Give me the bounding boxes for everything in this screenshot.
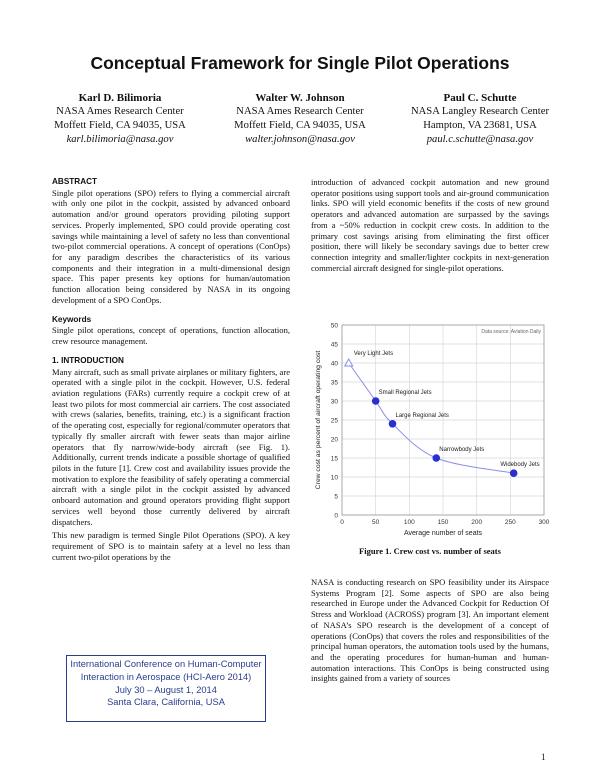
figure-caption: Figure 1. Crew cost vs. number of seats: [359, 546, 501, 556]
data-point-label: Large Regional Jets: [395, 412, 449, 419]
right-paragraph-2: NASA is conducting research on SPO feasibility under its Airspace Systems Program [2]. Some aspects of SPO are also being researched in Europe under the Advanced Cockpit for Reduction Of Stress and Workload (ACROSS) program [3]. An important element of NASA’s SPO research is the development of a concept of operations (ConOps) that covers the roles and responsibilities of the principal human operators, the automation tools used by the humans, and the operating procedures for human-human and human-automation interactions. This ConOps is being constructed using insights gained from a variety of sources: [311, 577, 549, 684]
y-tick-label: 0: [334, 512, 338, 520]
data-point-marker: [372, 397, 380, 405]
x-tick-label: 50: [372, 519, 380, 526]
abstract-heading: ABSTRACT: [52, 177, 98, 186]
author-2: [210, 91, 390, 147]
introduction-heading: 1. INTRODUCTION: [52, 355, 124, 365]
author-email[interactable]: karl.bilimoria@nasa.gov: [66, 134, 174, 145]
x-tick-label: 100: [403, 519, 415, 526]
y-tick-label: 40: [330, 360, 338, 368]
page-number: 1: [541, 752, 546, 762]
data-point-marker: [510, 469, 518, 477]
author-name: Paul C. Schutte: [443, 92, 517, 104]
left-column: [52, 177, 290, 562]
right-column-lower: [311, 577, 549, 684]
conference-dates: July 30 – August 1, 2014: [115, 684, 217, 695]
author-email[interactable]: paul.c.schutte@nasa.gov: [426, 134, 534, 145]
x-tick-label: 200: [471, 519, 483, 526]
author-block: [30, 91, 570, 147]
author-1: [30, 91, 210, 147]
conference-line: International Conference on Human-Computer: [70, 659, 262, 669]
x-tick-label: 0: [340, 519, 344, 526]
y-tick-label: 10: [330, 474, 338, 482]
author-3: [390, 91, 570, 147]
paper-title: Conceptual Framework for Single Pilot Operations: [90, 53, 510, 73]
x-tick-label: 250: [504, 519, 516, 526]
crew-cost-chart: [311, 313, 557, 540]
data-source-note: Data source: Aviation Daily: [481, 329, 541, 335]
abstract-text: Single pilot operations (SPO) refers to flying a commercial aircraft with only one pilot in the cockpit, assisted by advanced onboard automation and/or ground operators providing piloting support services. Properly implemented, SPO could provide operating cost savings while maintaining a level of safety no less than conventional two-pilot commercial operations. A concept of operations (ConOps) for any paradigm describes the characteristics of its various components and their integration in a multi-dimensional design space. This paper presents key options for human/automation function allocation being considered by NASA in its ongoing development of a SPO ConOps.: [52, 187, 290, 305]
author-location: Hampton, VA 23681, USA: [423, 120, 537, 131]
author-location: Moffett Field, CA 94035, USA: [234, 120, 366, 131]
y-tick-label: 35: [330, 379, 338, 387]
author-affiliation: NASA Langley Research Center: [411, 106, 549, 117]
x-tick-label: 300: [538, 519, 550, 526]
author-name: Karl D. Bilimoria: [78, 92, 162, 104]
x-tick-label: 150: [437, 519, 449, 526]
y-tick-label: 45: [330, 341, 338, 349]
author-location: Moffett Field, CA 94035, USA: [54, 120, 186, 131]
author-affiliation: NASA Ames Research Center: [56, 106, 184, 117]
data-point-marker: [389, 420, 397, 428]
right-column: [311, 177, 549, 273]
y-tick-label: 30: [330, 398, 338, 406]
x-axis-label: Average number of seats: [403, 530, 483, 537]
intro-paragraph-2: This new paradigm is termed Single Pilot Operations (SPO). A key requirement of SPO is to maintain safety at a level no less than current two-pilot operations by the: [52, 530, 290, 562]
y-tick-label: 20: [330, 436, 338, 444]
y-axis-label: Crew cost as percent of aircraft operating cost: [315, 350, 322, 490]
y-tick-label: 5: [334, 493, 338, 501]
data-point-label: Widebody Jets: [500, 462, 540, 469]
y-tick-label: 15: [330, 455, 338, 463]
y-tick-label: 50: [330, 322, 338, 330]
conference-line: Interaction in Aerospace (HCI-Aero 2014): [80, 671, 252, 682]
author-affiliation: NASA Ames Research Center: [236, 106, 364, 117]
y-tick-label: 25: [330, 417, 338, 425]
right-paragraph-1: introduction of advanced cockpit automation and new ground operator positions using support tools and air-ground communication links. SPO will yield economic benefits if the costs of new ground operators and advanced automation are surpassed by the savings from a ~50% reduction in cockpit crew costs. In addition to the primary cost savings arising from eliminating the first officer position, there will likely be secondary savings due to better crew connection integrity and smaller/lighter cockpits in next-generation commercial aircraft designed for single-pilot operations.: [311, 177, 549, 273]
intro-paragraph-1: Many aircraft, such as small private airplanes or military fighters, are operated with a single pilot in the cockpit. However, U.S. federal aviation regulations (FARs) currently require a cockpit crew of at least two pilots for most commercial air carriers. The cost associated with crews (salaries, benefits, training, etc.) is a significant fraction of the operating cost, especially for regional/commuter operators that typically fly smaller aircraft with fewer seats than major airline operators that fly narrow/wide-body aircraft (see Fig. 1). Additionally, current trends indicate a possible shortage of qualified pilots in the future [1]. Crew cost and availability issues provide the motivation to explore the feasibility of safely operating a commercial aircraft with a single pilot in the cockpit assisted by advanced onboard automation and ground operators providing flight support services well beyond those currently delivered by aircraft dispatchers.: [52, 366, 290, 527]
data-point-label: Small Regional Jets: [378, 390, 432, 396]
data-point-marker: [345, 359, 353, 366]
keywords-text: Single pilot operations, concept of operations, function allocation, crew resource management.: [52, 325, 290, 347]
author-email[interactable]: walter.johnson@nasa.gov: [245, 134, 355, 145]
conference-location: Santa Clara, California, USA: [107, 697, 225, 708]
data-point-marker: [432, 454, 440, 462]
data-point-label: Very Light Jets: [353, 351, 394, 357]
conference-box: [66, 655, 266, 722]
data-point-label: Narrowbody Jets: [439, 447, 485, 453]
author-name: Walter W. Johnson: [255, 92, 345, 104]
keywords-heading: Keywords: [52, 314, 92, 324]
